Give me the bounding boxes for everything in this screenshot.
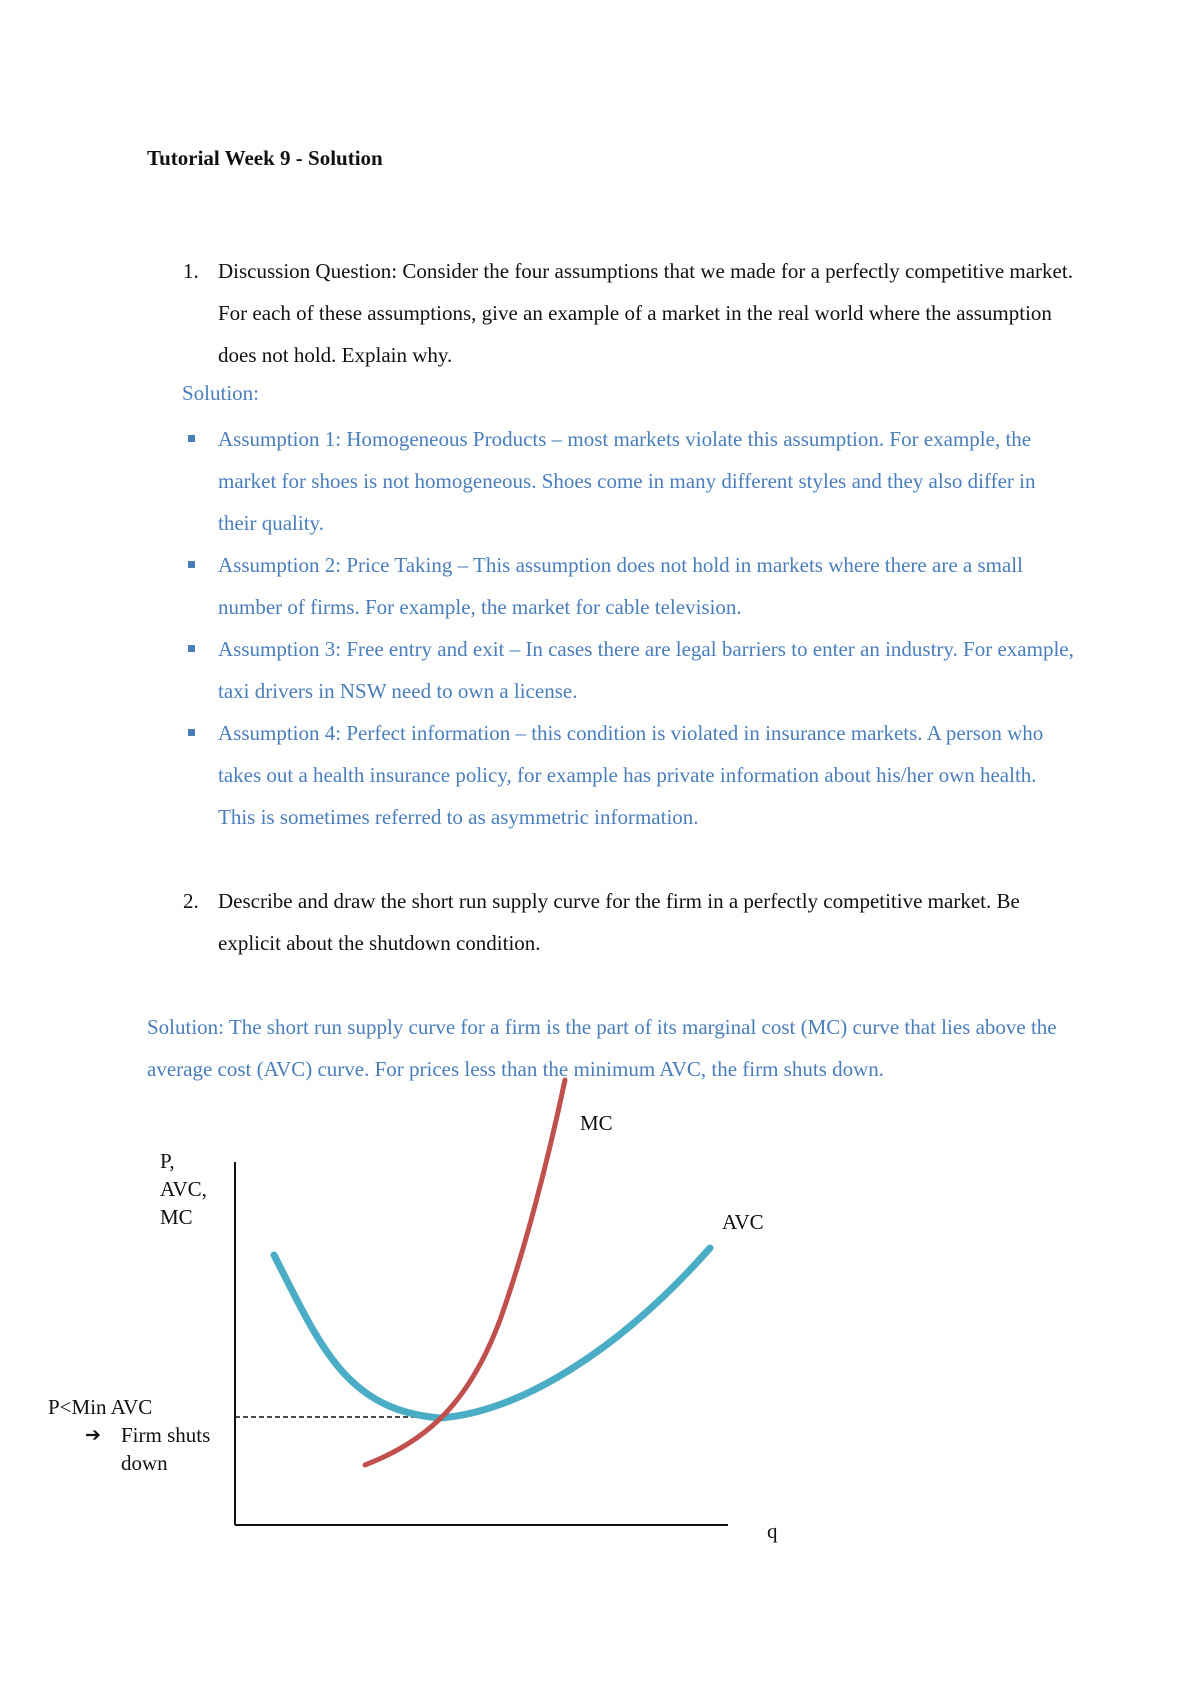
- y-axis-label-mc: MC: [160, 1205, 193, 1229]
- shutdown-label-firm-shuts: Firm shuts: [121, 1423, 211, 1447]
- avc-curve-label: AVC: [722, 1210, 764, 1234]
- y-axis-label-avc: AVC,: [160, 1177, 207, 1201]
- question-1-number: 1.: [183, 259, 199, 283]
- right-arrow-icon: ➔: [85, 1424, 101, 1446]
- solution-2-text: Solution: The short run supply curve for a firm is the part of its marginal cost (MC) curve that lies above the average cost (AVC) curve. For prices less than the minimum AVC, the firm shuts down.: [147, 1015, 1057, 1081]
- solution-1-label: Solution:: [182, 381, 260, 405]
- y-axis-label-p: P,: [160, 1149, 175, 1173]
- assumption-2-text: Assumption 2: Price Taking – This assumption does not hold in markets where there are a small number of firms. For example, the market for cable television.: [218, 553, 1023, 619]
- assumption-4-text: Assumption 4: Perfect information – this condition is violated in insurance markets. A person who takes out a health insurance policy, for example has private information about his/her own health. This is sometimes referred to as asymmetric information.: [218, 721, 1044, 829]
- assumption-3-text: Assumption 3: Free entry and exit – In cases there are legal barriers to enter an industry. For example, taxi drivers in NSW need to own a license.: [218, 637, 1074, 703]
- question-2-number: 2.: [183, 889, 199, 913]
- assumption-1-text: Assumption 1: Homogeneous Products – most markets violate this assumption. For example, the market for shoes is not homogeneous. Shoes come in many different styles and they also differ in their quality.: [218, 427, 1036, 535]
- question-2-text: Describe and draw the short run supply curve for the firm in a perfectly competitive market. Be explicit about the shutdown condition.: [218, 889, 1020, 955]
- mc-curve-label: MC: [580, 1111, 613, 1135]
- question-1-text: Discussion Question: Consider the four assumptions that we made for a perfectly competitive market. For each of these assumptions, give an example of a market in the real world where the assumption does not hold. Explain why.: [218, 259, 1073, 367]
- page-title: Tutorial Week 9 - Solution: [147, 146, 383, 170]
- avc-curve: [274, 1248, 710, 1418]
- x-axis-label: q: [767, 1519, 778, 1543]
- shutdown-label-down: down: [121, 1451, 168, 1475]
- shutdown-label-condition: P<Min AVC: [48, 1395, 153, 1419]
